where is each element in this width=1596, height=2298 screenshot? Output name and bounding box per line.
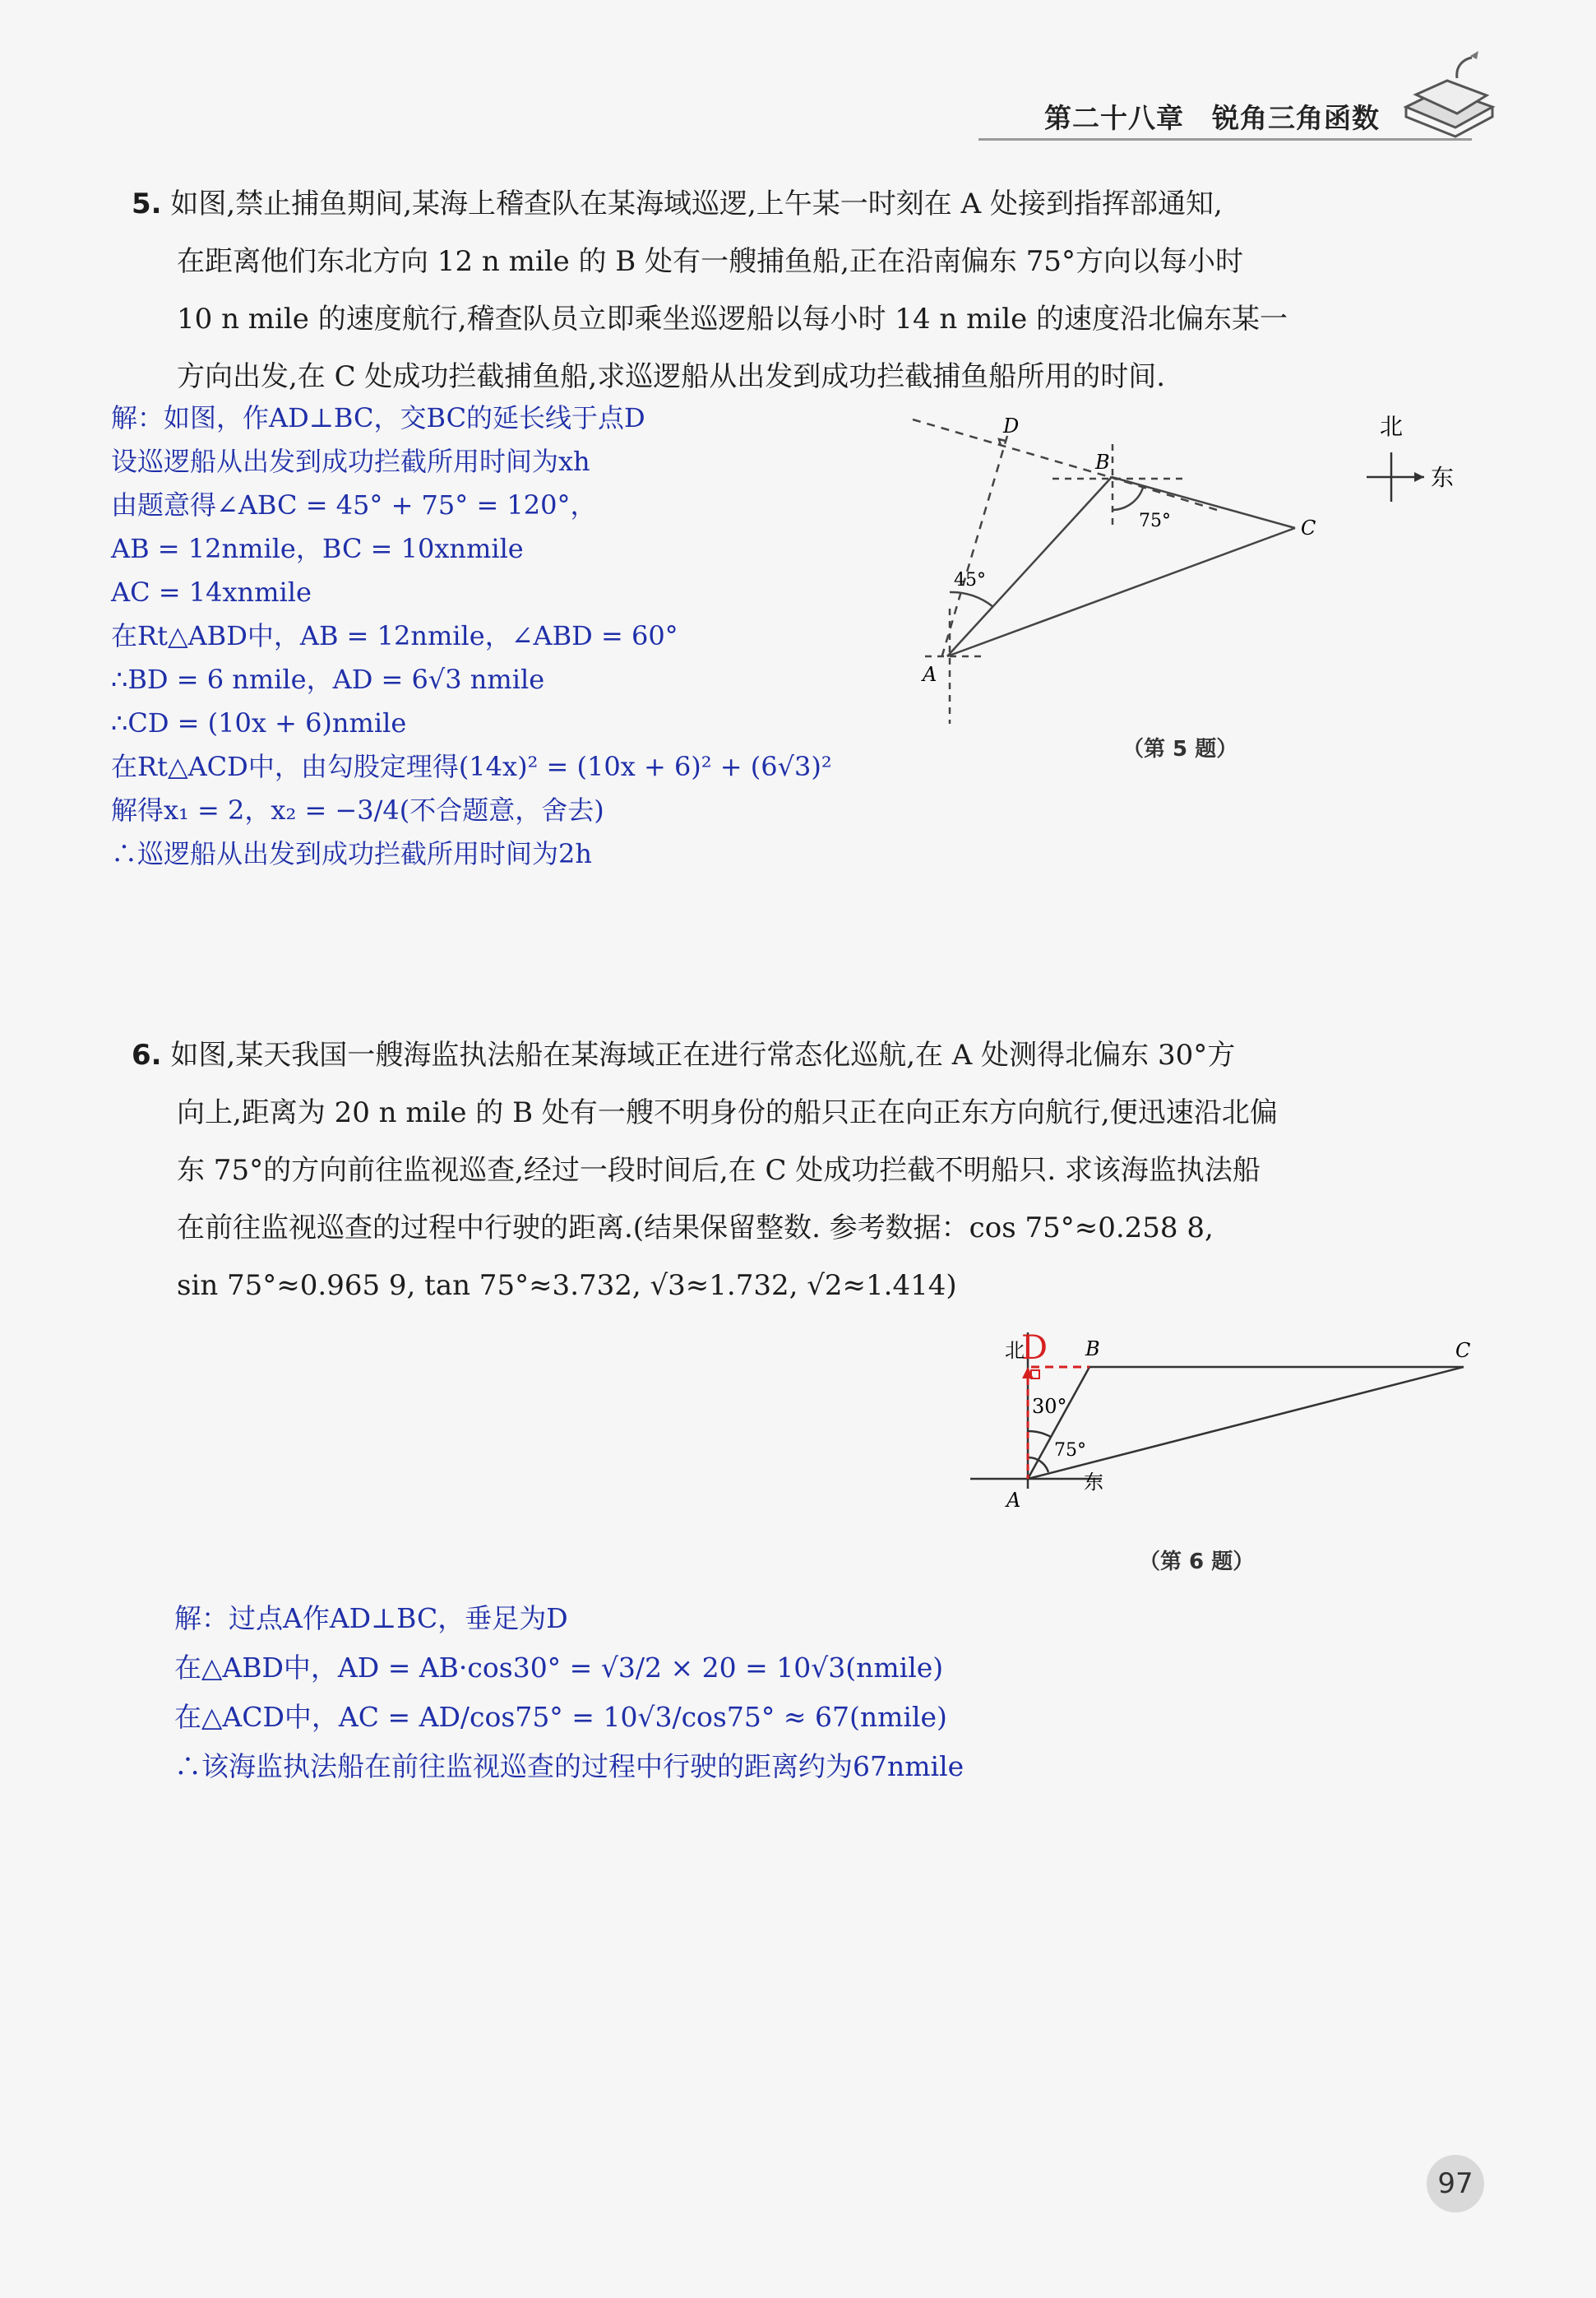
solution-line: ∴BD = 6 nmile，AD = 6√3 nmile xyxy=(111,664,545,695)
problem-5-text xyxy=(132,175,1288,405)
problem-5-number: 5. xyxy=(132,188,162,220)
chapter-title: 第二十八章 锐角三角函数 xyxy=(1044,102,1380,134)
problem-6-line-2: 向上,距离为 20 n mile 的 B 处有一艘不明身份的船只正在向正东方向航行,便迅速沿北偏 xyxy=(177,1096,1278,1129)
solution-line: 在△ACD中，AC = AD/cos75° = 10√3/cos75° ≈ 67(nmile) xyxy=(174,1701,947,1733)
solution-line: AB = 12nmile，BC = 10xnmile xyxy=(111,533,524,564)
problem-6-solution xyxy=(174,1594,964,1791)
label-A: A xyxy=(1006,1489,1021,1512)
solution-line: 设巡逻船从出发到成功拦截所用时间为xh xyxy=(111,446,590,477)
dashed-line-AD xyxy=(941,436,1007,658)
label-angle-75: 75° xyxy=(1139,511,1171,531)
label-angle-30: 30° xyxy=(1032,1395,1067,1418)
figure-6-caption: （第 6 题） xyxy=(1139,1550,1255,1574)
angle-30-arc xyxy=(1028,1431,1051,1437)
solution-line: ∴CD = (10x + 6)nmile xyxy=(111,707,407,739)
problem-5-line-3: 10 n mile 的速度航行,稽查队员立即乘坐巡逻船以每小时 14 n mile 的速度沿北偏东某一 xyxy=(177,303,1288,336)
label-C: C xyxy=(1301,517,1316,540)
figure-5 xyxy=(904,395,1480,740)
label-B: B xyxy=(1095,451,1110,474)
label-C: C xyxy=(1455,1339,1471,1362)
figure-6 xyxy=(962,1316,1488,1530)
compass-east: 东 xyxy=(1084,1471,1103,1494)
solution-line: 在△ABD中，AD = AB·cos30° = √3/2 × 20 = 10√3(nmile) xyxy=(174,1652,944,1684)
angle-45-arc xyxy=(950,592,993,607)
segment-AC xyxy=(947,528,1295,656)
segment-AB xyxy=(1028,1367,1089,1479)
page-number: 97 xyxy=(1427,2155,1484,2212)
solution-line: ∴巡逻船从出发到成功拦截所用时间为2h xyxy=(111,838,592,869)
compass-east-arrow-icon xyxy=(1414,472,1424,482)
compass-north: 北 xyxy=(1005,1339,1025,1362)
solution-line: 解得x₁ = 2，x₂ = −3/4(不合题意，舍去) xyxy=(111,795,604,826)
book-stack-icon xyxy=(1398,49,1497,140)
problem-6-text xyxy=(132,1026,1278,1314)
segment-AC xyxy=(1028,1367,1464,1479)
figure-5-caption: （第 5 题） xyxy=(1122,737,1238,762)
problem-5-line-2: 在距离他们东北方向 12 n mile 的 B 处有一艘捕鱼船,正在沿南偏东 75°方向以每小时 xyxy=(177,245,1243,278)
problem-5-line-4: 方向出发,在 C 处成功拦截捕鱼船,求巡逻船从出发到成功拦截捕鱼船所用的时间. xyxy=(177,360,1166,393)
problem-6-line-4: 在前往监视巡查的过程中行驶的距离.(结果保留整数. 参考数据：cos 75°≈0.258 8, xyxy=(177,1212,1214,1244)
problem-6-number: 6. xyxy=(132,1039,162,1072)
label-D: D xyxy=(1021,1329,1048,1367)
problem-6-line-5: sin 75°≈0.965 9, tan 75°≈3.732, √3≈1.732, √2≈1.414) xyxy=(177,1269,957,1302)
solution-line: 在Rt△ABD中，AB = 12nmile，∠ABD = 60° xyxy=(111,620,678,651)
solution-line: AC = 14xnmile xyxy=(111,577,312,608)
angle-75-arc xyxy=(1028,1457,1048,1472)
label-B: B xyxy=(1085,1337,1100,1360)
label-D: D xyxy=(1003,415,1020,438)
solution-line: 由题意得∠ABC = 45° + 75° = 120°， xyxy=(111,489,597,521)
label-angle-45: 45° xyxy=(954,570,986,591)
solution-line: 在Rt△ACD中，由勾股定理得(14x)² = (10x + 6)² + (6√3)² xyxy=(111,751,832,782)
compass-north: 北 xyxy=(1380,413,1404,440)
solution-line: 解：如图，作AD⊥BC，交BC的延长线于点D xyxy=(111,402,645,433)
solution-line: 解：过点A作AD⊥BC，垂足为D xyxy=(174,1602,568,1634)
problem-5-line-1: 如图,禁止捕鱼期间,某海上稽查队在某海域巡逻,上午某一时刻在 A 处接到指挥部通知, xyxy=(170,188,1223,220)
label-A: A xyxy=(923,663,937,686)
problem-6-line-1: 如图,某天我国一艘海监执法船在某海域正在进行常态化巡航,在 A 处测得北偏东 30°方 xyxy=(170,1039,1236,1072)
solution-line: ∴该海监执法船在前往监视巡查的过程中行驶的距离约为67nmile xyxy=(174,1750,965,1782)
problem-6-line-3: 东 75°的方向前往监视巡查,经过一段时间后,在 C 处成功拦截不明船只. 求该海监执法船 xyxy=(177,1154,1261,1187)
angle-75-arc xyxy=(1113,488,1143,510)
problem-5-solution xyxy=(111,396,832,876)
compass-east: 东 xyxy=(1431,464,1455,491)
segment-AB xyxy=(947,477,1112,656)
label-angle-75: 75° xyxy=(1054,1440,1086,1461)
